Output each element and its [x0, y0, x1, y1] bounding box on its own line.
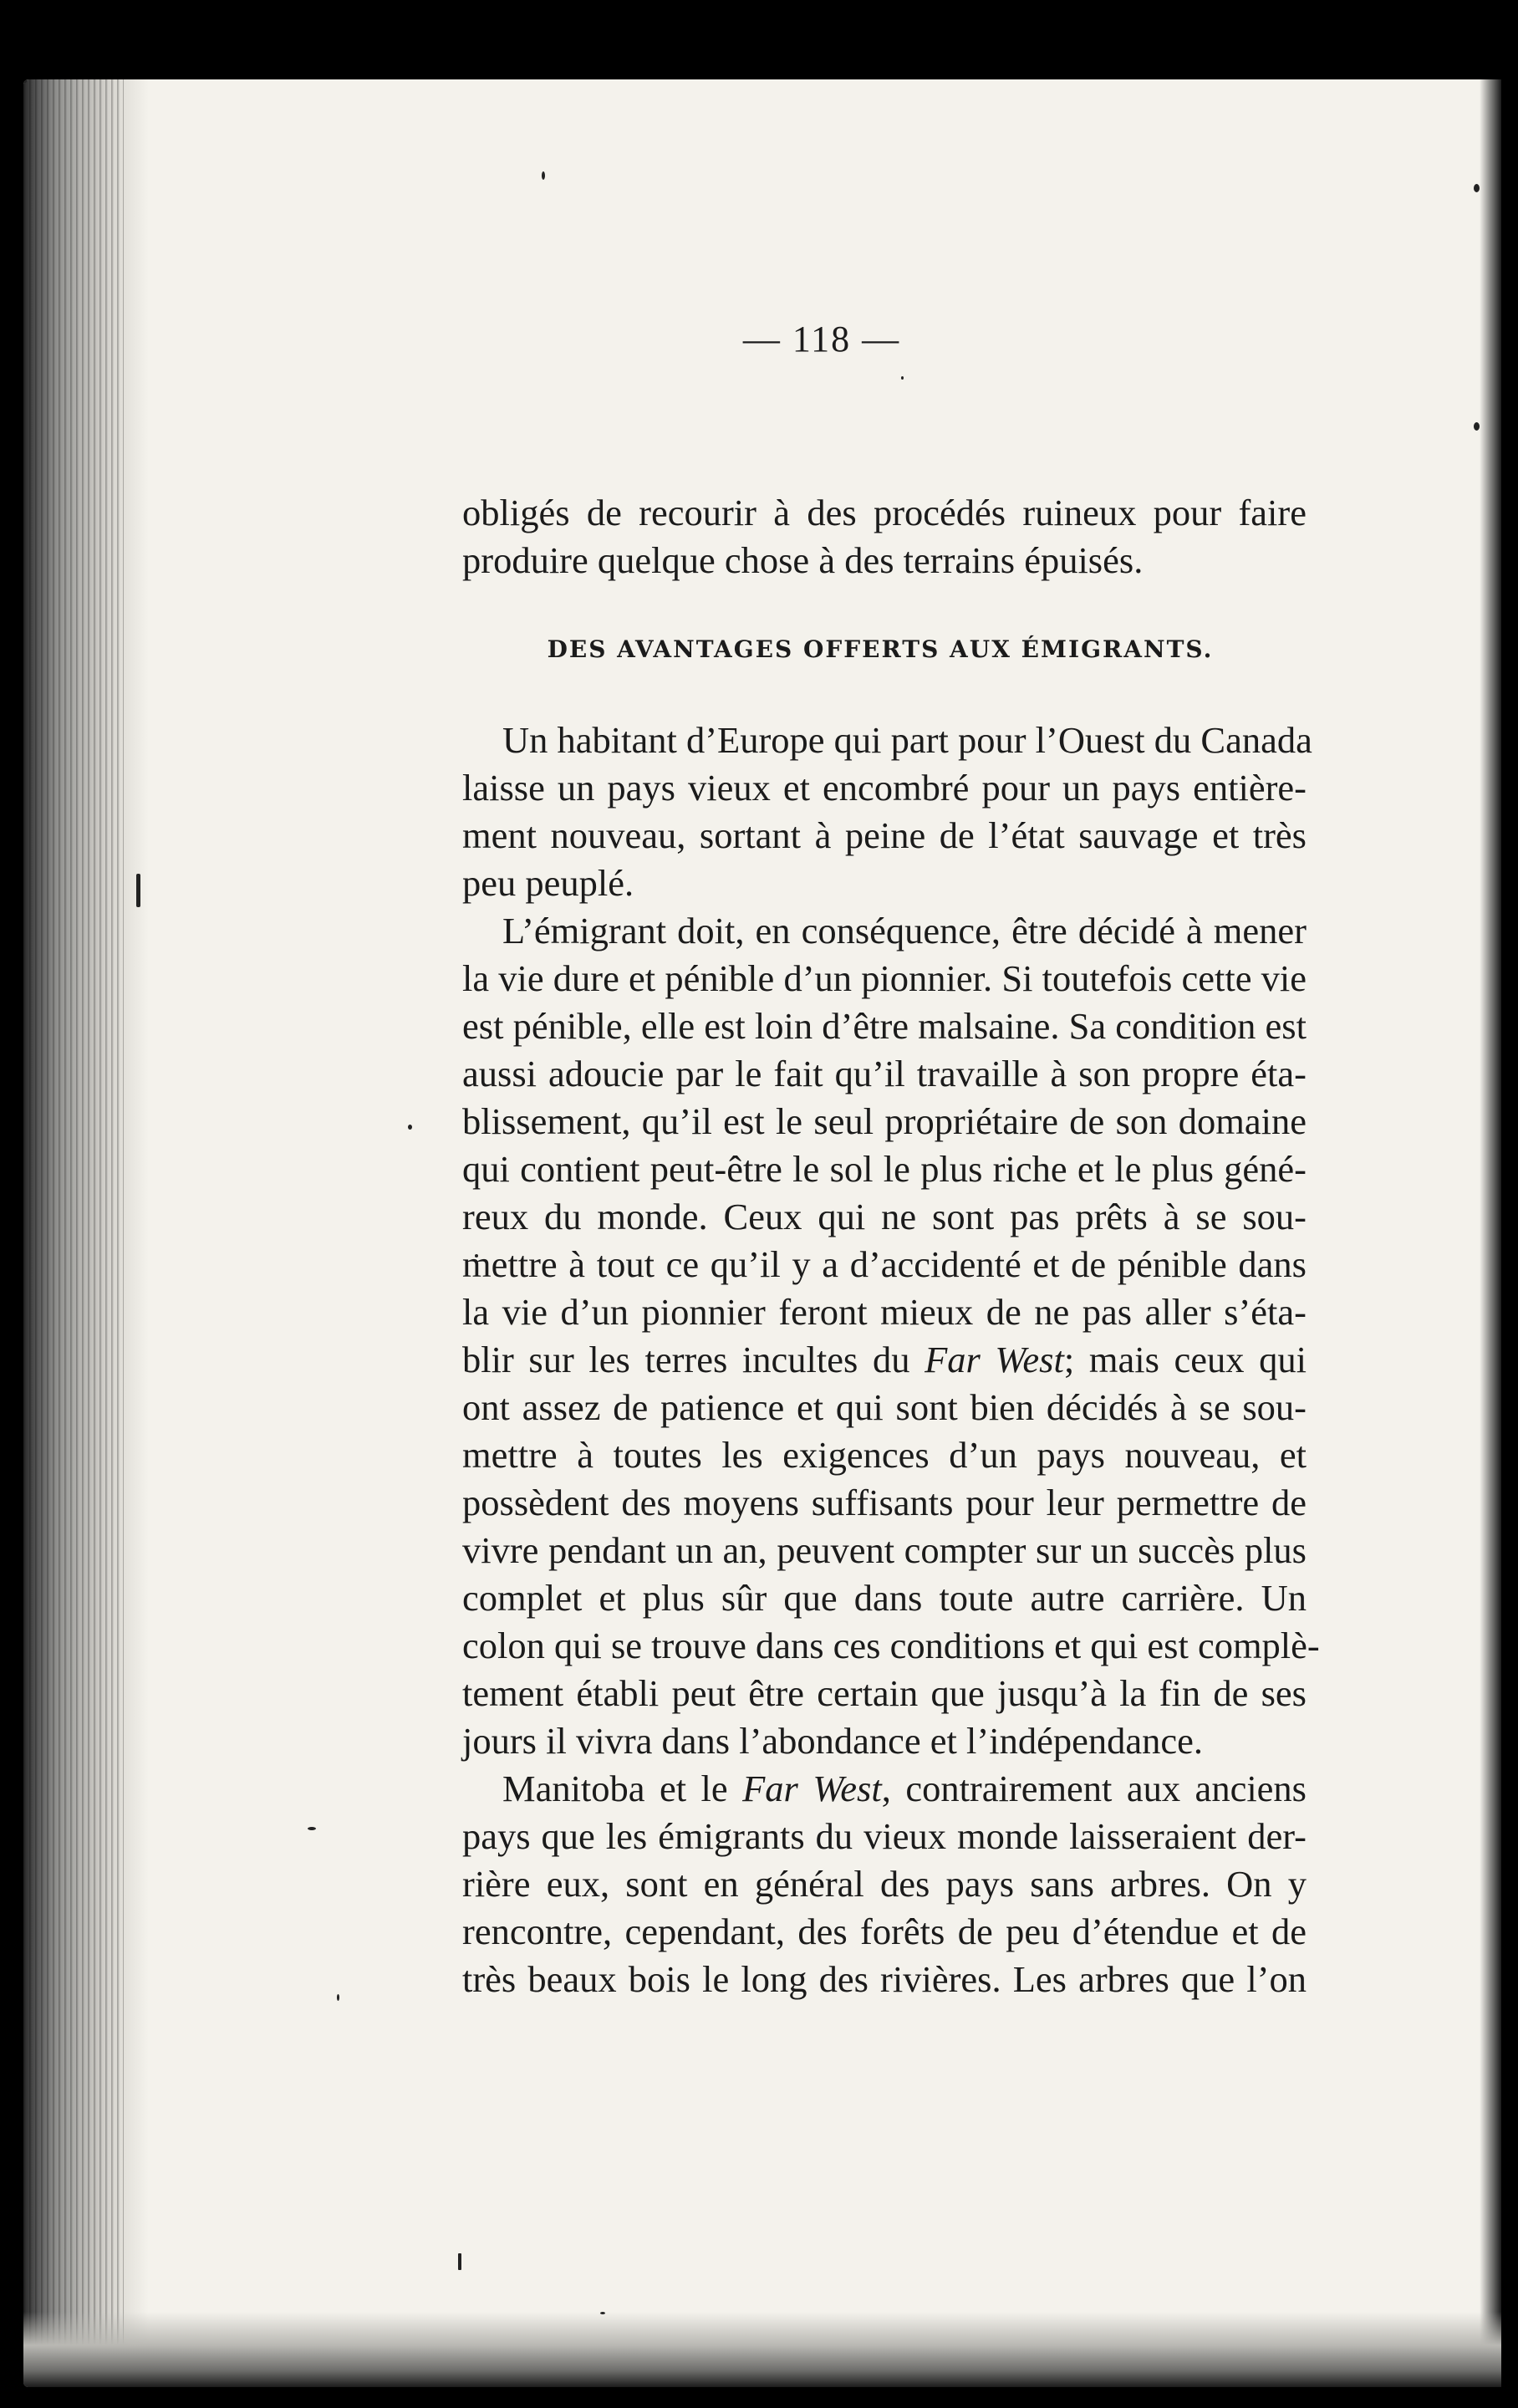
text-line: tement établi peut être certain que jusqu’à la fin de ses: [462, 1672, 1307, 1714]
text-line: produire quelque chose à des terrains épuisés.: [462, 539, 1144, 581]
text-line: rière eux, sont en général des pays sans arbres. On y: [462, 1863, 1307, 1905]
text-line: colon qui se trouve dans ces conditions et qui est complè-: [462, 1625, 1320, 1666]
text-line: reux du monde. Ceux qui ne sont pas prêts à se sou-: [462, 1196, 1307, 1237]
text-line: jours il vivra dans l’abondance et l’indépendance.: [462, 1720, 1203, 1762]
page-number: — 118 —: [742, 319, 901, 360]
text-line: L’émigrant doit, en conséquence, être décidé à mener: [502, 910, 1307, 951]
text-line: peu peuplé.: [462, 862, 634, 904]
italic-term: Far West: [925, 1339, 1064, 1380]
italic-term: Far West: [742, 1768, 882, 1809]
text-line: laisse un pays vieux et encombré pour un pays entière-: [462, 767, 1307, 809]
text-line: Manitoba et le Far West, contrairement aux anciens: [502, 1768, 1307, 1809]
text-line: complet et plus sûr que dans toute autre carrière. Un: [462, 1577, 1307, 1619]
page-right-edge: [1480, 79, 1501, 2387]
text-line: blissement, qu’il est le seul propriétaire de son domaine: [462, 1100, 1307, 1142]
text-line: aussi adoucie par le fait qu’il travaille à son propre éta-: [462, 1053, 1307, 1094]
text-line: très beaux bois le long des rivières. Les arbres que l’on: [462, 1958, 1307, 2000]
text-line: la vie d’un pionnier feront mieux de ne pas aller s’éta-: [462, 1291, 1307, 1333]
text-line: est pénible, elle est loin d’être malsaine. Sa condition est: [462, 1005, 1307, 1047]
text-line: possèdent des moyens suffisants pour leur permettre de: [462, 1482, 1307, 1523]
text-line: obligés de recourir à des procédés ruineux pour faire: [462, 492, 1307, 533]
text-line: ont assez de patience et qui sont bien décidés à se sou-: [462, 1386, 1307, 1428]
text-line: mettre à tout ce qu’il y a d’accidenté et de pénible dans: [462, 1243, 1307, 1285]
text-line: qui contient peut-être le sol le plus riche et le plus géné-: [462, 1148, 1307, 1190]
text-line: ment nouveau, sortant à peine de l’état sauvage et très: [462, 814, 1307, 856]
page-stack-edge: [23, 79, 149, 2387]
section-heading: DES AVANTAGES OFFERTS AUX ÉMIGRANTS.: [547, 635, 1214, 663]
text-line: blir sur les terres incultes du Far West; mais ceux qui: [462, 1339, 1307, 1380]
page-bottom-edge: [23, 2312, 1501, 2387]
text-line: Un habitant d’Europe qui part pour l’Ouest du Canada: [502, 719, 1312, 761]
text-line: pays que les émigrants du vieux monde laisseraient der-: [462, 1815, 1307, 1857]
text-line: la vie dure et pénible d’un pionnier. Si toutefois cette vie: [462, 957, 1307, 999]
text-line: mettre à toutes les exigences d’un pays nouveau, et: [462, 1434, 1307, 1476]
opening-paragraph: [462, 489, 1307, 584]
text-line: rencontre, cependant, des forêts de peu d’étendue et de: [462, 1911, 1307, 1952]
main-text: [462, 717, 1320, 2003]
text-line: vivre pendant un an, peuvent compter sur un succès plus: [462, 1529, 1307, 1571]
